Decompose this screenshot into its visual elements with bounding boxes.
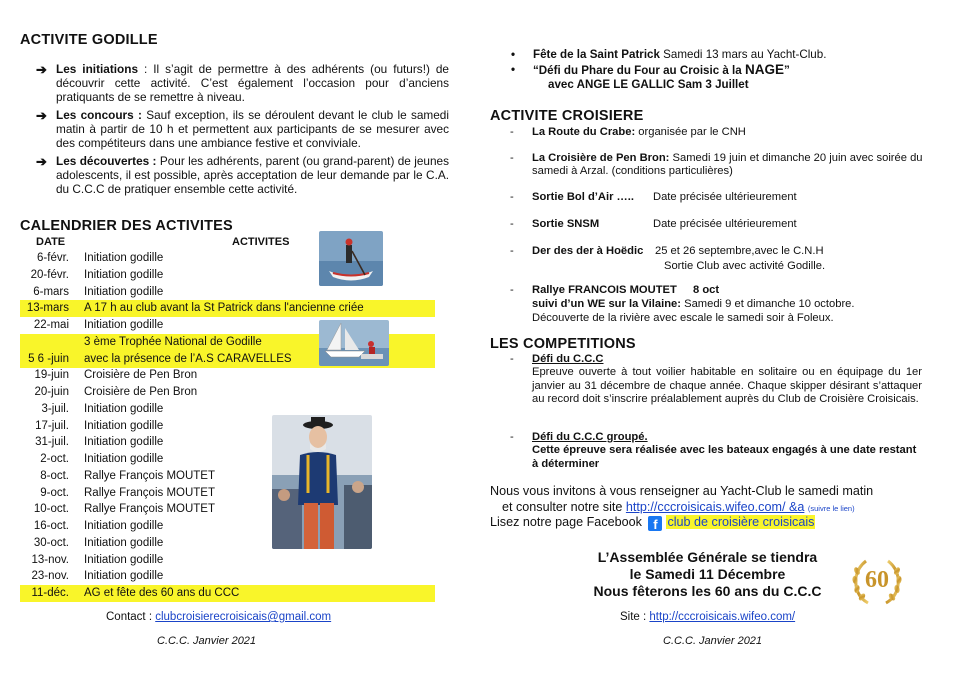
row-date: 19-juin (34, 369, 69, 382)
row-date: 20-févr. (30, 268, 69, 281)
item-line2: Sortie Club avec activité Godille. (664, 260, 826, 273)
item-text: Date précisée ultérieurement (653, 191, 797, 203)
row-activity: Initiation godille (84, 419, 164, 432)
invite-line-2 (502, 500, 855, 514)
bullet-title: Les découvertes : (56, 154, 157, 168)
invite-line-1: Nous vous invitons à vous renseigner au Yacht-Club le samedi matin (490, 484, 874, 498)
bullet-text: Sauf exception, ils se déroulent devant le club le samedi matin à partir de 10 h et permettent aux participants de se mesurer avec des compétiteurs dans une ambiance festive et conviviale. (56, 108, 449, 150)
row-activity: Initiation godille (84, 570, 164, 583)
table-row (20, 468, 435, 485)
godille-title: ACTIVITE GODILLE (20, 32, 158, 48)
row-activity: Initiation godille (84, 453, 164, 465)
site-link[interactable]: http://cccroisicais.wifeo.com/ &a (625, 500, 805, 514)
calendar-date-header: DATE (36, 236, 66, 248)
item-text: Date précisée ultérieurement (653, 218, 797, 230)
facebook-page-link[interactable]: club de croisière croisicais (667, 515, 815, 529)
item-line3: Découverte de la rivière avec escale le samedi soir à Foleux. (532, 311, 834, 324)
table-row (20, 367, 435, 384)
row-activity: Initiation godille (84, 268, 164, 281)
row-date: 17-juil. (35, 419, 69, 432)
row-date: 11-déc. (31, 587, 69, 599)
row-date: 10-oct. (33, 503, 69, 516)
row-activity: Initiation godille (84, 553, 164, 566)
table-row (20, 501, 435, 518)
row-date: 31-juil. (35, 436, 69, 449)
row-date: 13-mars (26, 302, 69, 315)
table-row (20, 300, 435, 317)
row-activity: Initiation godille (84, 520, 164, 532)
bullet-text: : Il s’agit de permettre à des adhérents (ou futurs!) de découvrir cette activité. C’est également l’occasion pour d’anciens pratiquants de se remettre à niveau. (56, 62, 449, 104)
anniversary-60-badge (850, 557, 904, 609)
bullet-title: Les initiations (56, 62, 139, 76)
follow-link-note: (suivre le lien) (807, 504, 855, 513)
contact-label: Contact : (106, 611, 156, 623)
event-text: Samedi 13 mars au Yacht-Club. (659, 48, 827, 61)
row-activity: Rallye François MOUTET (84, 486, 215, 499)
row-date: 13-nov. (31, 553, 69, 566)
godille-photo-1 (319, 231, 383, 286)
arrow-right-icon: ➔ (36, 62, 47, 77)
event-title: Fête de la Saint Patrick (533, 48, 660, 61)
left-footer: C.C.C. Janvier 2021 (157, 635, 257, 647)
event-saint-patrick (511, 48, 827, 61)
row-activity: Initiation godille (84, 285, 164, 298)
bullet-title: Les concours : (56, 108, 142, 122)
sailing-photo-2 (319, 320, 389, 366)
bullet-dot: • (511, 63, 516, 76)
contact-email-link[interactable]: clubcroisierecroisicais@gmail.com (155, 611, 332, 623)
facebook-line (490, 515, 815, 531)
row-date: 20-juin (34, 386, 69, 398)
row-date: 22-mai (33, 319, 69, 331)
row-date: 5 6 -juin (28, 352, 69, 365)
facebook-icon: f (648, 516, 662, 531)
ag-announcement (560, 549, 855, 600)
defi-ccc-groupe: - Défi du C.C.C groupé. Cette épreuve sera réalisée avec les bateaux engagés à une date restant à déterminer (532, 431, 922, 471)
defi-title: Défi du C.C.C (532, 353, 604, 365)
bullet-dot: • (511, 48, 516, 61)
row-date: 6-févr. (37, 252, 69, 264)
competitions-title: LES COMPETITIONS (490, 336, 636, 352)
item-text: Samedi 19 juin et dimanche 20 juin avec soirée du samedi à Arzal. (conditions particulières) (532, 152, 923, 178)
table-row (20, 284, 435, 301)
table-row (20, 568, 435, 585)
row-date: 3-juil. (41, 402, 69, 415)
invite-text: et consulter notre site (502, 500, 626, 514)
site-line (620, 611, 795, 623)
ag-line-3: Nous fêterons les 60 ans du C.C.C (593, 583, 822, 599)
item-line2-bold: suivi d’un WE sur la Vilaine: (532, 298, 681, 311)
arrow-right-icon: ➔ (36, 108, 47, 123)
event-defi-phare (511, 62, 790, 92)
row-activity: Croisière de Pen Bron (84, 369, 198, 382)
table-row (20, 535, 435, 552)
row-date: 16-oct. (33, 520, 69, 532)
ag-line-1: L’Assemblée Générale se tiendra (597, 549, 818, 565)
ag-line-2: le Samedi 11 Décembre (629, 566, 786, 582)
facebook-text: Lisez notre page Facebook (490, 515, 642, 529)
table-row (20, 585, 435, 602)
right-footer: C.C.C. Janvier 2021 (663, 635, 763, 647)
row-activity: A 17 h au club avant la St Patrick dans l'ancienne criée (84, 302, 364, 315)
table-row (20, 485, 435, 502)
croisiere-item-6: - Rallye FRANCOIS MOUTET 8 oct suivi d’un WE sur la Vilaine: Samedi 9 et dimanche 10 octobre. Découverte de la rivière avec escale le samedi soir à Foleux. (532, 284, 932, 325)
row-activity: 3 ème Trophée National de Godille (84, 335, 262, 348)
event-line2: avec ANGE LE GALLIC Sam 3 Juillet (548, 78, 749, 92)
godille-bullet (36, 154, 449, 196)
item-line2: Samedi 9 et dimanche 10 octobre. (681, 298, 855, 311)
row-activity: Initiation godille (84, 319, 164, 331)
event-title-big: NAGE (744, 62, 784, 77)
row-activity: Rallye François MOUTET (84, 469, 215, 482)
table-row (20, 451, 435, 468)
row-activity: Croisière de Pen Bron (84, 386, 198, 398)
defi-groupe-title: Défi du C.C.C groupé. (532, 431, 648, 443)
row-activity: Rallye François MOUTET (84, 503, 215, 516)
calendar-title: CALENDRIER DES ACTIVITES (20, 218, 233, 234)
skipper-photo (272, 415, 372, 549)
defi-ccc: - Défi du C.C.C Epreuve ouverte à tout voilier habitable en solitaire ou en équipage du 1er janvier au 31 décembre de chaque année. Chaque skipper désirant s’attaquer au record doit s’inscrire préalablement auprès du Club de Croisière Croisicais. (510, 353, 922, 406)
event-title-end: ” (783, 64, 790, 77)
row-date: 6-mars (33, 285, 69, 298)
table-row (20, 418, 435, 435)
bullet-text: Pour les adhérents, parent (ou grand-parent) de jeunes adolescents, il est possible, après acceptation de leur demande par le C.A. du C.C.C de pratiquer ensemble cette activité. (56, 154, 449, 196)
defi-groupe-text: Cette épreuve sera réalisée avec les bateaux engagés à une date restant à déterminer (532, 444, 917, 470)
table-row (20, 518, 435, 535)
item-title: La Route du Crabe: (532, 126, 636, 138)
item-title: La Croisière de Pen Bron: (532, 152, 670, 164)
croisiere-item-1: - La Route du Crabe: organisée par le CNH (510, 126, 746, 138)
row-activity: Initiation godille (84, 436, 164, 449)
item-text: organisée par le CNH (635, 126, 746, 138)
croisiere-item-5: - Der des der à Hoëdic 25 et 26 septembre,avec le C.N.H Sortie Club avec activité Godille. (532, 245, 932, 274)
arrow-right-icon: ➔ (36, 154, 47, 169)
row-date: 9-oct. (40, 486, 69, 499)
item-title: Der des der à Hoëdic (532, 245, 644, 257)
badge-number: 60 (865, 567, 889, 593)
site-footer-link[interactable]: http://cccroisicais.wifeo.com/ (649, 611, 796, 623)
row-date: 2-oct. (40, 453, 69, 465)
event-title: “Défi du Phare du Four au Croisic à la (533, 64, 745, 77)
item-title: Sortie SNSM (532, 218, 600, 230)
table-row (20, 552, 435, 569)
row-date: 23-nov. (31, 570, 69, 583)
croisiere-item-3: - Sortie Bol d’Air ….. Date précisée ultérieurement (510, 191, 797, 203)
croisiere-title: ACTIVITE CROISIERE (490, 108, 644, 124)
calendar-activities-header: ACTIVITES (232, 236, 290, 248)
row-activity: Initiation godille (84, 402, 164, 415)
item-title: Sortie Bol d’Air ….. (532, 191, 634, 203)
defi-text: Epreuve ouverte à tout voilier habitable en solitaire ou en équipage du 1er janvier au 31 décembre de chaque année. Chaque skipper désirant s’attaquer au record doit s’inscrire préalablement auprès du Club de Croisière Croisicais. (532, 366, 922, 406)
row-activity: Initiation godille (84, 536, 164, 549)
godille-bullet (36, 62, 449, 104)
croisiere-item-2: - La Croisière de Pen Bron: Samedi 19 juin et dimanche 20 juin avec soirée du samedi à Arzal. (conditions particulières) (510, 152, 923, 178)
site-label: Site : (620, 611, 650, 623)
table-row (20, 434, 435, 451)
item-text: 25 et 26 septembre,avec le C.N.H (655, 245, 824, 257)
row-activity: avec la présence de l’A.S CARAVELLES (84, 352, 292, 365)
item-title: Rallye FRANCOIS MOUTET (532, 284, 677, 296)
row-activity: Initiation godille (84, 252, 164, 264)
item-title-extra: 8 oct (693, 284, 720, 296)
row-activity: AG et fête des 60 ans du CCC (84, 587, 240, 599)
godille-bullet (36, 108, 449, 150)
croisiere-item-4: - Sortie SNSM Date précisée ultérieurement (510, 218, 797, 230)
row-date: 8-oct. (40, 469, 69, 482)
table-row (20, 384, 435, 401)
table-row (20, 401, 435, 418)
row-date: 30-oct. (33, 536, 69, 549)
contact-line (106, 611, 331, 623)
